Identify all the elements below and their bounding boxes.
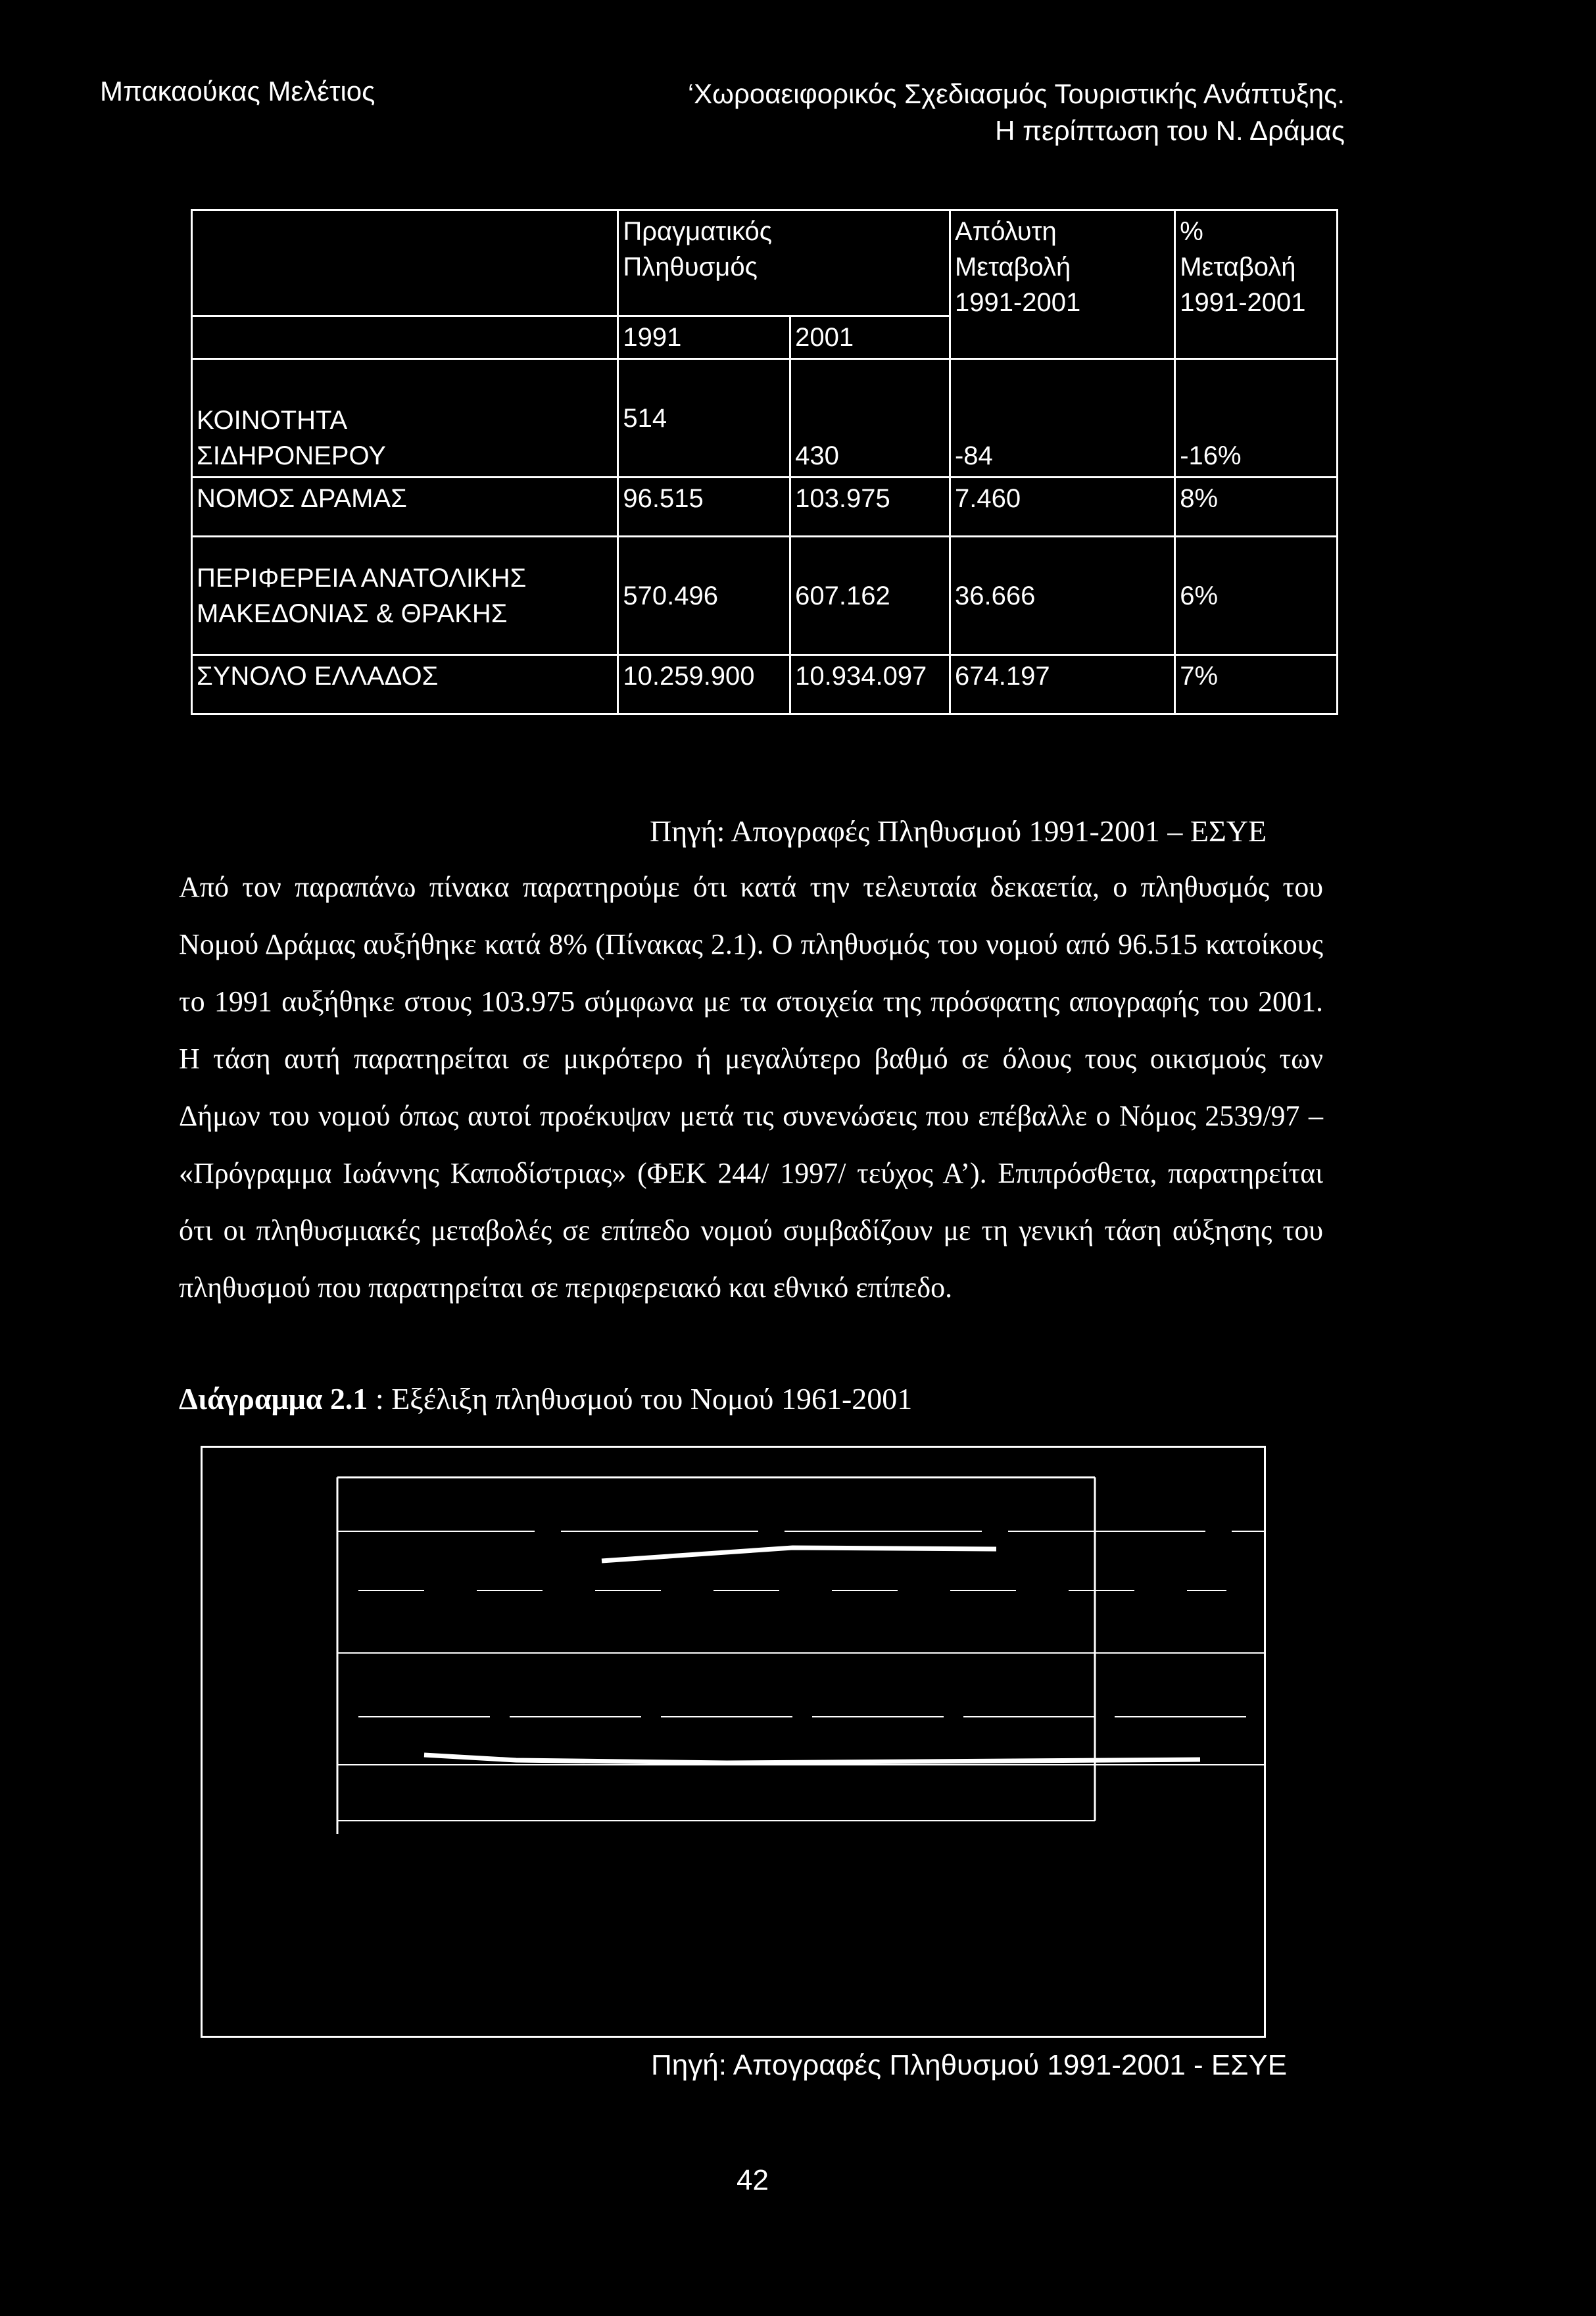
chart-plot-area xyxy=(337,1477,1266,1834)
cell-1991: 514 xyxy=(618,359,790,478)
table-corner-cell xyxy=(192,210,618,316)
row-label-line1: ΚΟΙΝΟΤΗΤΑ xyxy=(197,406,348,435)
table-row xyxy=(192,359,1338,478)
cell-2001: 10.934.097 xyxy=(790,655,950,714)
cell-2001: 430 xyxy=(790,359,950,478)
population-chart xyxy=(201,1446,1266,2038)
header-abs-line3: 1991-2001 xyxy=(954,288,1081,317)
page-number: 42 xyxy=(737,2164,769,2196)
cell-abs: 7.460 xyxy=(950,478,1174,537)
cell-2001: 103.975 xyxy=(790,478,950,537)
header-absolute-change xyxy=(950,210,1174,359)
diagram-caption: : Εξέλιξη πληθυσμού του Νομού 1961-2001 xyxy=(368,1382,913,1416)
row-label-line1: ΠΕΡΙΦΕΡΕΙΑ ΑΝΑΤΟΛΙΚΗΣ xyxy=(197,563,527,593)
diagram-label: Διάγραμμα 2.1 xyxy=(179,1382,368,1416)
cell-pct: 7% xyxy=(1175,655,1338,714)
cell-abs: -84 xyxy=(950,359,1174,478)
paragraph-text: Από τον παραπάνω πίνακα παρατηρούμε ότι κατά την τελευταία δεκαετία, ο πληθυσμός του Νομού Δράμας αυξήθηκε κατά 8% (Πίνακας 2.1). Ο πληθυσμός του νομού από 96.515 κατοίκους το 1991 αυξήθηκε στους 103.975 σύμφωνα με τα στοιχεία της πρόσφατης απογραφής του 2001. Η τάση αυτή παρατηρείται σε μικρότερο ή μεγαλύτερο βαθμό σε όλους τους οικισμούς των Δήμων του νομού όπως αυτοί προέκυψαν μετά τις συνενώσεις που επέβαλλε ο Νόμος 2539/97 – «Πρόγραμμα Ιωάννης Καποδίστριας» (ΦΕΚ 244/ 1997/ τεύχος Α’). Επιπρόσθετα, παρατηρείται ότι οι πληθυσμιακές μεταβολές σε επίπεδο νομού συμβαδίζουν με τη γενική τάση αύξησης του πληθυσμού που παρατηρείται σε περιφερειακό και εθνικό επίπεδο. xyxy=(179,871,1323,1304)
row-label: ΣΥΝΟΛΟ ΕΛΛΑΔΟΣ xyxy=(192,655,618,714)
table-row xyxy=(192,655,1338,714)
upper-series-line xyxy=(602,1548,996,1561)
table-year-blank xyxy=(192,316,618,359)
header-real-line2: Πληθυσμός xyxy=(623,253,758,282)
header-author: Μπακαούκας Μελέτιος xyxy=(100,76,375,107)
header-pct-line3: 1991-2001 xyxy=(1180,288,1306,317)
table-header-row xyxy=(192,210,1338,316)
header-percent-change xyxy=(1175,210,1338,359)
cell-2001: 607.162 xyxy=(790,537,950,655)
row-label xyxy=(192,359,618,478)
header-abs-line2: Μεταβολή xyxy=(954,253,1071,282)
header-year-2001: 2001 xyxy=(790,316,950,359)
row-label-line2: ΣΙΔΗΡΟΝΕΡΟΥ xyxy=(197,441,386,470)
header-year-1991: 1991 xyxy=(618,316,790,359)
table-source: Πηγή: Απογραφές Πληθυσμού 1991-2001 – ΕΣΥΕ xyxy=(650,814,1267,848)
cell-pct: 8% xyxy=(1175,478,1338,537)
header-title-line1: ‘Χωροαειφορικός Σχεδιασμός Τουριστικής Ανάπτυξης. xyxy=(687,78,1345,109)
header-pct-line1: % xyxy=(1180,217,1203,246)
header-title xyxy=(605,76,1345,149)
cell-pct: 6% xyxy=(1175,537,1338,655)
cell-abs: 36.666 xyxy=(950,537,1174,655)
cell-1991: 570.496 xyxy=(618,537,790,655)
diagram-title xyxy=(179,1381,912,1416)
chart-source: Πηγή: Απογραφές Πληθυσμού 1991-2001 - ΕΣΥΕ xyxy=(651,2049,1288,2081)
header-real-population xyxy=(618,210,950,316)
header-abs-line1: Απόλυτη xyxy=(954,217,1057,246)
cell-1991: 10.259.900 xyxy=(618,655,790,714)
table-row xyxy=(192,537,1338,655)
lower-series-line xyxy=(424,1755,1200,1763)
header-real-line1: Πραγματικός xyxy=(623,217,773,246)
cell-1991: 96.515 xyxy=(618,478,790,537)
cell-pct: -16% xyxy=(1175,359,1338,478)
row-label xyxy=(192,537,618,655)
body-paragraph xyxy=(179,858,1323,1316)
table-row xyxy=(192,478,1338,537)
row-label-line2: ΜΑΚΕΔΟΝΙΑΣ & ΘΡΑΚΗΣ xyxy=(197,599,508,628)
header-pct-line2: Μεταβολή xyxy=(1180,253,1296,282)
row-label: ΝΟΜΟΣ ΔΡΑΜΑΣ xyxy=(192,478,618,537)
cell-abs: 674.197 xyxy=(950,655,1174,714)
population-table xyxy=(191,209,1338,715)
header-title-line2: Η περίπτωση του Ν. Δράμας xyxy=(995,115,1345,146)
